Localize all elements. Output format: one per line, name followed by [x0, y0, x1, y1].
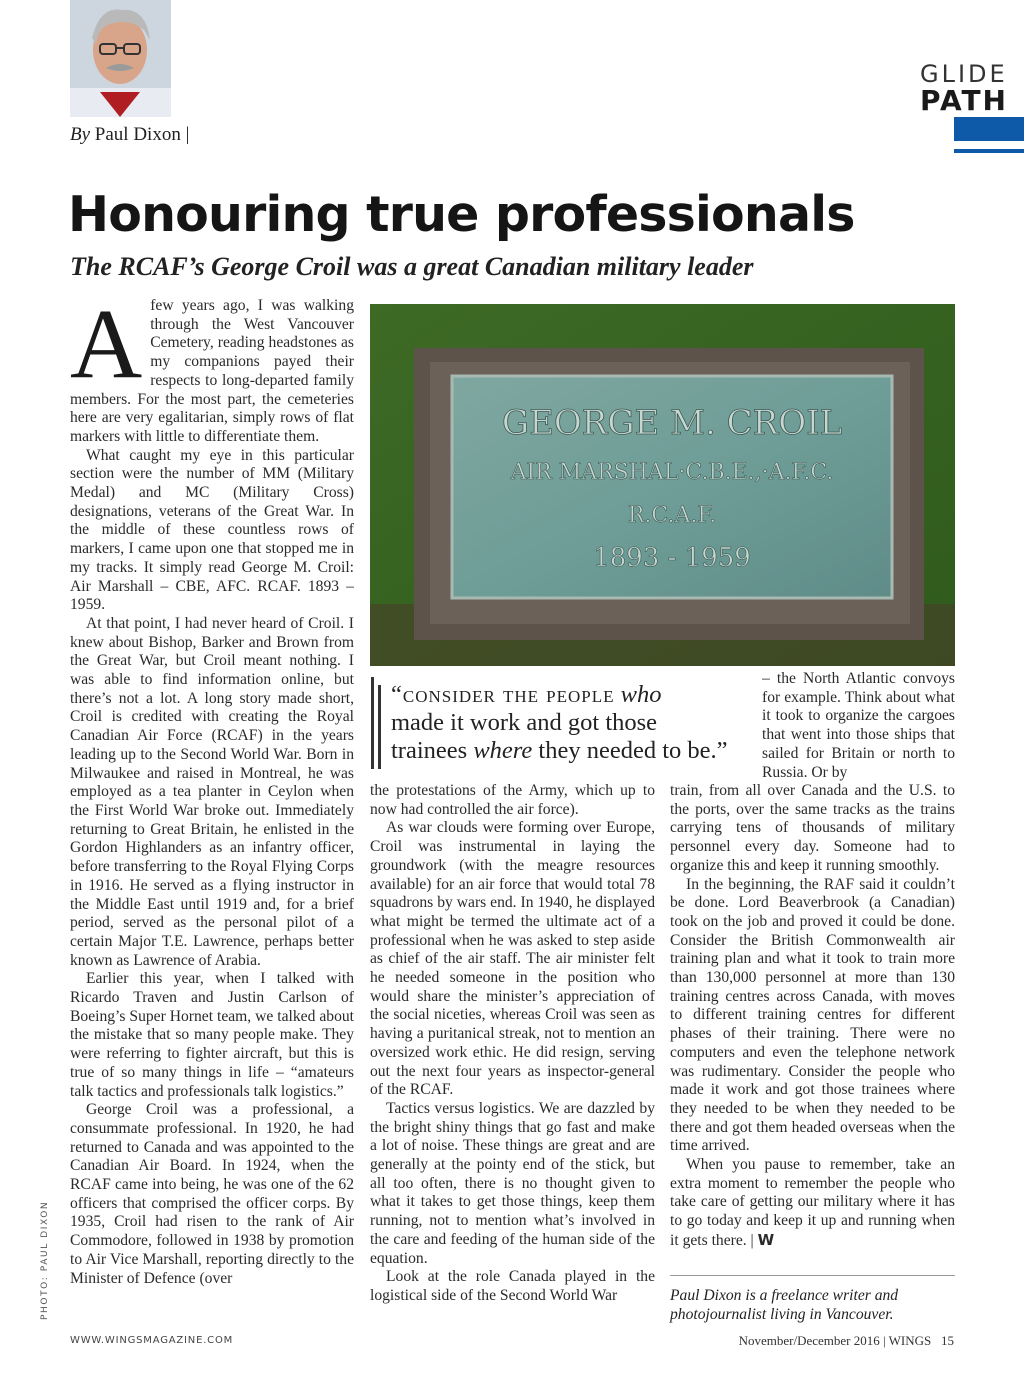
paragraph: Tactics versus logistics. We are dazzled by the bright shiny things that go fast and make a lot of noise. These things are great and are generally at the pointy end of the stick, but all too often, there is no thought given to what it takes to get those things, keep them running, not to mention what’s involved in the care and feeding of the human side of the equation.: [370, 1099, 655, 1267]
author-portrait-image: [70, 0, 171, 117]
plaque-line-4: 1893 - 1959: [593, 543, 751, 573]
paragraph: Earlier this year, when I talked with Ricardo Traven and Justin Carlson of Boeing’s Super Hornet team, we talked about the mistake that so many people make. They were referring to fighter aircraft, but this is true of so many things in life – “amateurs talk tactics and professionals talk logistics.”: [70, 970, 354, 1100]
bio-divider: [670, 1275, 955, 1276]
section-tag-line1: GLIDE: [920, 60, 1008, 88]
paragraph: [670, 1156, 955, 1251]
article-column-3-top: [762, 670, 955, 785]
footer-website: WWW.WINGSMAGAZINE.COM: [70, 1335, 234, 1346]
plaque-line-1: GEORGE M. CROIL: [501, 403, 843, 443]
section-accent-bar: [954, 117, 1024, 141]
paragraph: What caught my eye in this particular section were the number of MM (Military Medal) and MC (Military Cross) designations, veterans of the Great War. In the middle of these countless rows of markers, I came upon one that stopped me in my tracks. It simply read George M. Croil: Air Marshall – CBE, AFC. RCAF. 1893 – 1959.: [70, 446, 354, 614]
article-headline: Honouring true professionals: [68, 186, 855, 243]
pull-quote-emphasis: where: [473, 737, 533, 764]
closing-paragraph-text: When you pause to remember, take an extra moment to remember the people who take care of getting our military where it has to go today and keep it up and running when it gets there. |: [670, 1156, 955, 1249]
paragraph: As war clouds were forming over Europe, Croil was instrumental in laying the groundwork (with the meagre resources available) for an air force that would total 78 squadrons by wars end. In 1940, he displayed what might be termed the ultimate act of a professional when he was asked to step aside as chief of the air staff. The air minister felt he needed someone in the position who would share the minister’s appreciation of the social niceties, whereas Croil was seen as having a puritanical streak, not to mention an oversized work ethic. He did resign, serving out the next four years as inspector-general of the RCAF.: [370, 819, 655, 1099]
pull-quote-rule: [378, 685, 381, 769]
paragraph: train, from all over Canada and the U.S. to the ports, over the same tracks as the trains carrying tens of thousands of military personnel every day. Someone had to organize this and keep it running smoothly.: [670, 782, 955, 874]
plaque-line-3: R.C.A.F.: [627, 503, 717, 528]
paragraph: At that point, I had never heard of Croil. I knew about Bishop, Barker and Brown from the Great War, but Croil meant nothing. I was able to find information online, but there’s not a lot. A long story made short, Croil is credited with creating the Royal Canadian Air Force (RCAF) in the years leading up to the Second World War. Born in Milwaukee and raised in Montreal, he was employed as a tea planter in Ceylon when the First World War broke out. Immediately returning to Great Britain, he enlisted in the Gordon Highlanders as an infantry officer, before transferring to the Royal Flying Corps in 1916. He served as a flying instructor in the Middle East until 1919 and, for a brief period, served as the personal pilot of a certain Major T.E. Lawrence, perhaps better known as Lawrence of Arabia.: [70, 614, 354, 969]
paragraph: few years ago, I was walking through the West Vancouver Cemetery, reading headstones as my companions payed their respects to long-departed family members. For the most part, the cemeteries here are very egalitarian, simply rows of flat markers with little to differentiate them.: [70, 297, 354, 445]
pull-quote-lead: “consider the people: [391, 681, 615, 708]
grave-marker-image: [370, 304, 955, 666]
paragraph: – the North Atlantic convoys for example. Think about what it took to organize the cargoes that went into those ships that sailed for Britain or north to Russia. Or by: [762, 670, 955, 781]
photo-credit: PHOTO: PAUL DIXON: [40, 1200, 50, 1320]
pull-quote-line2: made it work and got those: [391, 709, 658, 736]
end-mark: W: [757, 1230, 775, 1249]
paragraph: In the beginning, the RAF said it couldn’t be done. Lord Beaverbrook (a Canadian) took on the job and proved it could be done. Consider the British Commonwealth air training plan and what it took to train more than 130,000 personnel at more than 130 training centres across Canada, with moves to different training centres for different phases of their training. There were no computers and even the telephone network was rudimentary. Consider the people who made it work and got those trainees where they needed to be when they needed to be there and got them headed overseas when the time arrived.: [670, 875, 955, 1155]
article-column-1: [70, 297, 354, 1327]
article-subheadline: The RCAF’s George Croil was a great Canadian military leader: [70, 252, 754, 281]
footer-issue: [739, 1333, 954, 1349]
paragraph: Look at the role Canada played in the logistical side of the Second World War: [370, 1268, 655, 1304]
page-number: 15: [941, 1333, 954, 1348]
plaque-line-2: AIR MARSHAL·C.B.E.,·A.F.C.: [510, 460, 834, 485]
footer-issue-label: November/December 2016 | WINGS: [738, 1333, 932, 1348]
paragraph: the protestations of the Army, which up to now had controlled the air force).: [370, 782, 655, 818]
pull-quote: [371, 677, 751, 777]
article-column-2: [370, 782, 655, 1327]
pull-quote-line3b: they needed to be.”: [538, 737, 728, 764]
article-column-3: [670, 782, 955, 1252]
grave-marker-photo: [370, 304, 955, 666]
byline-author: Paul Dixon |: [94, 124, 190, 145]
byline-prefix: By: [70, 124, 91, 145]
section-accent-line: [954, 149, 1024, 153]
drop-cap: A: [70, 297, 143, 399]
pull-quote-rule: [371, 677, 374, 769]
byline: [70, 124, 189, 146]
section-tag-line2: PATH: [920, 84, 1008, 117]
pull-quote-emphasis: who: [620, 681, 662, 708]
pull-quote-text: [391, 681, 761, 765]
author-bio: Paul Dixon is a freelance writer and photojournalist living in Vancouver.: [670, 1287, 899, 1323]
author-photo: [70, 0, 171, 117]
pull-quote-line3a: trainees: [391, 737, 468, 764]
paragraph: George Croil was a professional, a consummate professional. In 1920, he had returned to Canada and was appointed to the Canadian Air Board. In 1924, when the RCAF came into being, he was one of the 62 officers that comprised the officer corps. By 1935, Croil had risen to the rank of Air Commodore, followed in 1938 by promotion to Air Vice Marshall, reporting directly to the Minister of Defence (over: [70, 1101, 354, 1287]
